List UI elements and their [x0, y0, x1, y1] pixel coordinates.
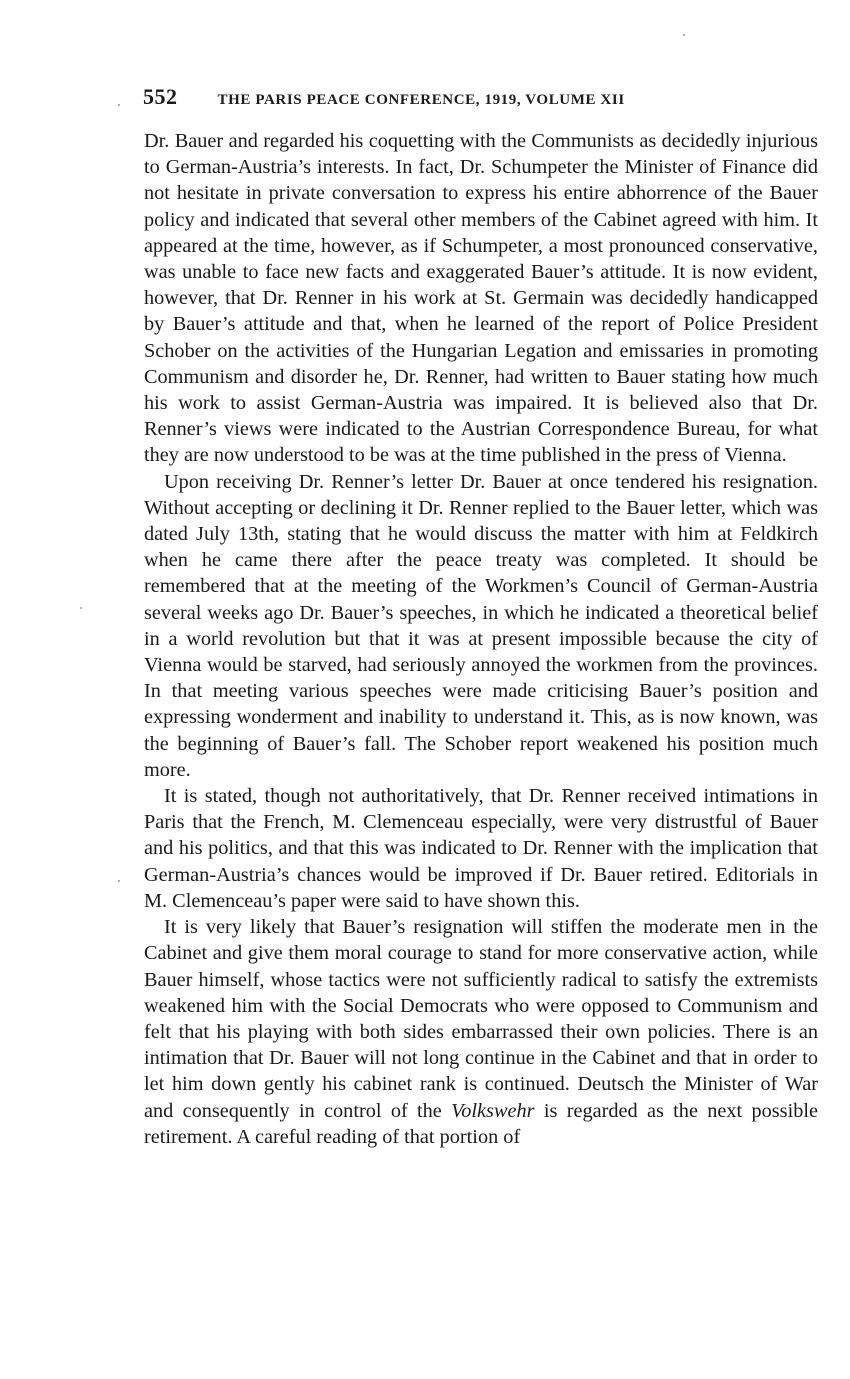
- paragraph-1: Dr. Bauer and regarded his coquetting with the Communists as decidedly injurious to German-Austria’s interests. In fact, Dr. Schumpeter the Minister of Finance did not hesitate in private conversation to express his entire abhorrence of the Bauer policy and indicated that several other members of the Cabinet agreed with him. It appeared at the time, however, as if Schumpeter, a most pronounced conservative, was unable to face new facts and exaggerated Bauer’s attitude. It is now evident, however, that Dr. Renner in his work at St. Germain was decidedly handicapped by Bauer’s attitude and that, when he learned of the report of Police President Schober on the activities of the Hungarian Legation and emissaries in promoting Communism and disorder he, Dr. Renner, had written to Bauer stating how much his work to assist German-Austria was impaired. It is believed also that Dr. Renner’s views were indicated to the Austrian Correspondence Bureau, for what they are now understood to be was at the time published in the press of Vienna.: [144, 130, 818, 467]
- paragraph-4: [144, 914, 818, 1150]
- page-number: 552: [143, 84, 178, 109]
- scan-speck: [118, 104, 120, 106]
- scan-speck: [80, 607, 82, 609]
- running-head: [143, 84, 818, 114]
- paragraph-2: Upon receiving Dr. Renner’s letter Dr. Bauer at once tendered his resignation. Without accepting or declining it Dr. Renner replied to the Bauer letter, which was dated July 13th, stating that he would discuss the matter with him at Feldkirch when he came there after the peace treaty was completed. It should be remembered that at the meeting of the Workmen’s Council of German-Austria several weeks ago Dr. Bauer’s speeches, in which he indicated a theoretical belief in a world revolution but that it was at present impossible because the city of Vienna would be starved, had seriously annoyed the workmen from the provinces. In that meeting various speeches were made criticising Bauer’s position and expressing wonderment and inability to understand it. This, as is now known, was the beginning of Bauer’s fall. The Schober report weakened his position much more.: [144, 470, 818, 781]
- scan-speck: [683, 34, 685, 36]
- italic-term-volkswehr: Volkswehr: [451, 1099, 535, 1122]
- paragraph-4-text-start: It is very likely that Bauer’s resignation will stiffen the moderate men in the Cabinet and give them moral courage to stand for more conservative action, while Bauer himself, whose tactics were not sufficiently radical to satisfy the extremists weakened him with the Social Democrats who were opposed to Communism and felt that his playing with both sides embarrassed their own policies. There is an intimation that Dr. Bauer will not long continue in the Cabinet and that in order to let him down gently his cabinet rank is continued. Deutsch the Minister of War and consequently in control of the: [144, 916, 818, 1122]
- body-text: [144, 128, 818, 1150]
- paragraph-3: It is stated, though not authoritatively, that Dr. Renner received intimations in Paris that the French, M. Clemenceau especially, were very distrustful of Bauer and his politics, and that this was indicated to Dr. Renner with the implication that German-Austria’s chances would be improved if Dr. Bauer retired. Editorials in M. Clemenceau’s paper were said to have shown this.: [144, 785, 818, 912]
- scan-speck: [118, 880, 120, 882]
- paragraph-4-text-end: is regarded as the next possible retirement. A careful reading of that portion of: [144, 1099, 818, 1148]
- running-title: THE PARIS PEACE CONFERENCE, 1919, VOLUME XII: [217, 92, 625, 108]
